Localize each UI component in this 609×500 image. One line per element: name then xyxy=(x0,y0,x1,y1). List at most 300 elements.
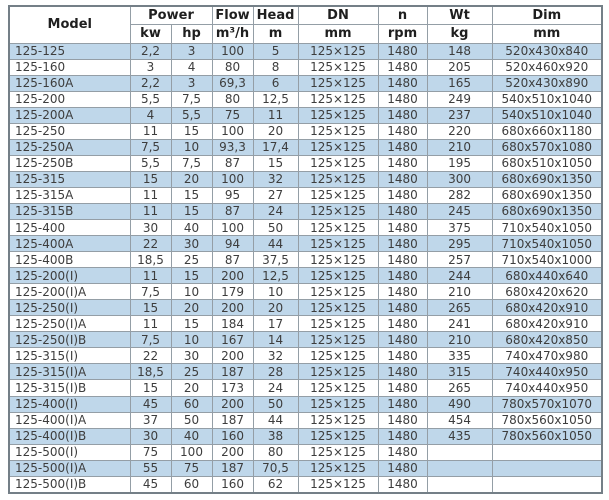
table-cell: 87 xyxy=(212,252,253,268)
model-cell: 125-200(I) xyxy=(9,268,130,284)
model-cell: 125-315B xyxy=(9,203,130,219)
table-cell: 22 xyxy=(130,236,171,252)
table-cell: 1480 xyxy=(378,252,427,268)
model-cell: 125-250(I)B xyxy=(9,332,130,348)
table-cell: 87 xyxy=(212,155,253,171)
model-cell: 125-400A xyxy=(9,236,130,252)
table-cell: 70,5 xyxy=(253,460,298,476)
table-cell: 680x690x1350 xyxy=(492,171,602,187)
table-cell: 125×125 xyxy=(298,380,378,396)
table-cell: 125×125 xyxy=(298,187,378,203)
table-cell: 100 xyxy=(171,444,212,460)
model-cell: 125-400(I)A xyxy=(9,412,130,428)
table-cell: 1480 xyxy=(378,220,427,236)
table-row xyxy=(9,75,602,91)
table-cell: 4 xyxy=(130,107,171,123)
table-cell: 93,3 xyxy=(212,139,253,155)
table-cell: 184 xyxy=(212,316,253,332)
table-cell: 1480 xyxy=(378,107,427,123)
table-row xyxy=(9,268,602,284)
table-cell: 1480 xyxy=(378,300,427,316)
table-cell: 1480 xyxy=(378,203,427,219)
table-cell: 125×125 xyxy=(298,43,378,59)
table-cell: 15 xyxy=(171,123,212,139)
column-header-model: Model xyxy=(9,6,130,43)
model-cell: 125-250(I)A xyxy=(9,316,130,332)
header-row-main xyxy=(9,6,602,24)
table-cell: 18,5 xyxy=(130,252,171,268)
table-cell: 125×125 xyxy=(298,268,378,284)
table-cell: 257 xyxy=(427,252,492,268)
table-row xyxy=(9,460,602,476)
table-cell: 1480 xyxy=(378,155,427,171)
table-cell: 125×125 xyxy=(298,91,378,107)
table-cell xyxy=(427,444,492,460)
table-cell: 1480 xyxy=(378,396,427,412)
table-cell: 11 xyxy=(130,316,171,332)
table-row xyxy=(9,252,602,268)
table-cell: 210 xyxy=(427,284,492,300)
model-cell: 125-250(I) xyxy=(9,300,130,316)
table-cell: 10 xyxy=(253,284,298,300)
table-cell: 1480 xyxy=(378,332,427,348)
table-cell: 125×125 xyxy=(298,171,378,187)
model-cell: 125-160A xyxy=(9,75,130,91)
table-cell: 680x420x620 xyxy=(492,284,602,300)
table-cell: 75 xyxy=(171,460,212,476)
table-cell: 38 xyxy=(253,428,298,444)
table-cell: 5,5 xyxy=(171,107,212,123)
table-cell: 710x540x1000 xyxy=(492,252,602,268)
table-cell: 740x440x950 xyxy=(492,364,602,380)
table-cell: 69,3 xyxy=(212,75,253,91)
table-cell: 3 xyxy=(171,75,212,91)
table-cell: 11 xyxy=(130,268,171,284)
table-cell: 1480 xyxy=(378,412,427,428)
table-cell: 2,2 xyxy=(130,43,171,59)
table-cell: 45 xyxy=(130,396,171,412)
table-cell: 100 xyxy=(212,43,253,59)
table-cell: 12,5 xyxy=(253,91,298,107)
column-header-flow-unit: m³/h xyxy=(212,24,253,43)
table-cell: 7,5 xyxy=(130,332,171,348)
table-cell: 125×125 xyxy=(298,364,378,380)
table-cell: 125×125 xyxy=(298,220,378,236)
table-cell: 11 xyxy=(253,107,298,123)
table-cell: 520x460x920 xyxy=(492,59,602,75)
table-cell: 520x430x840 xyxy=(492,43,602,59)
table-cell: 32 xyxy=(253,171,298,187)
table-cell: 300 xyxy=(427,171,492,187)
table-cell: 125×125 xyxy=(298,155,378,171)
table-cell: 165 xyxy=(427,75,492,91)
table-cell: 148 xyxy=(427,43,492,59)
table-cell: 11 xyxy=(130,187,171,203)
table-cell: 14 xyxy=(253,332,298,348)
table-cell: 200 xyxy=(212,268,253,284)
table-cell: 780x560x1050 xyxy=(492,428,602,444)
table-cell: 8 xyxy=(253,59,298,75)
table-cell: 7,5 xyxy=(171,91,212,107)
table-cell: 249 xyxy=(427,91,492,107)
table-cell: 1480 xyxy=(378,476,427,493)
table-cell: 187 xyxy=(212,460,253,476)
table-row xyxy=(9,284,602,300)
table-cell: 20 xyxy=(171,380,212,396)
model-cell: 125-500(I)A xyxy=(9,460,130,476)
table-cell: 15 xyxy=(171,203,212,219)
table-row xyxy=(9,187,602,203)
table-cell: 1480 xyxy=(378,171,427,187)
table-cell: 15 xyxy=(253,155,298,171)
table-cell: 75 xyxy=(130,444,171,460)
table-cell: 20 xyxy=(253,123,298,139)
table-cell: 60 xyxy=(171,476,212,493)
table-cell: 20 xyxy=(253,300,298,316)
table-cell: 315 xyxy=(427,364,492,380)
column-header-hp: hp xyxy=(171,24,212,43)
table-cell: 5,5 xyxy=(130,91,171,107)
table-cell: 100 xyxy=(212,220,253,236)
table-cell: 5 xyxy=(253,43,298,59)
table-cell: 40 xyxy=(171,428,212,444)
table-cell: 125×125 xyxy=(298,476,378,493)
table-cell: 44 xyxy=(253,412,298,428)
table-row xyxy=(9,59,602,75)
table-cell: 62 xyxy=(253,476,298,493)
table-cell: 75 xyxy=(212,107,253,123)
model-cell: 125-250B xyxy=(9,155,130,171)
table-row xyxy=(9,220,602,236)
table-cell: 1480 xyxy=(378,284,427,300)
model-cell: 125-200(I)A xyxy=(9,284,130,300)
table-cell: 125×125 xyxy=(298,428,378,444)
table-cell: 125×125 xyxy=(298,203,378,219)
table-cell: 125×125 xyxy=(298,396,378,412)
table-cell: 125×125 xyxy=(298,139,378,155)
model-cell: 125-315(I)B xyxy=(9,380,130,396)
table-cell: 1480 xyxy=(378,268,427,284)
table-cell: 125×125 xyxy=(298,123,378,139)
table-cell: 680x420x910 xyxy=(492,300,602,316)
table-cell: 680x690x1350 xyxy=(492,203,602,219)
table-cell: 30 xyxy=(130,220,171,236)
column-header-head-unit: m xyxy=(253,24,298,43)
model-cell: 125-500(I) xyxy=(9,444,130,460)
model-cell: 125-315A xyxy=(9,187,130,203)
table-cell: 680x420x910 xyxy=(492,316,602,332)
table-cell: 1480 xyxy=(378,59,427,75)
table-cell: 17,4 xyxy=(253,139,298,155)
table-cell: 200 xyxy=(212,348,253,364)
table-cell: 490 xyxy=(427,396,492,412)
table-cell: 25 xyxy=(171,252,212,268)
column-header-dim-unit: mm xyxy=(492,24,602,43)
table-row xyxy=(9,43,602,59)
table-cell: 15 xyxy=(130,300,171,316)
table-cell: 27 xyxy=(253,187,298,203)
table-cell: 25 xyxy=(171,364,212,380)
table-cell: 125×125 xyxy=(298,59,378,75)
table-cell xyxy=(427,460,492,476)
model-cell: 125-500(I)B xyxy=(9,476,130,493)
table-cell: 454 xyxy=(427,412,492,428)
table-row xyxy=(9,155,602,171)
table-cell: 282 xyxy=(427,187,492,203)
table-cell: 1480 xyxy=(378,91,427,107)
table-cell: 1480 xyxy=(378,43,427,59)
model-cell: 125-125 xyxy=(9,43,130,59)
table-cell: 87 xyxy=(212,203,253,219)
table-cell: 680x570x1080 xyxy=(492,139,602,155)
table-row xyxy=(9,123,602,139)
table-cell: 1480 xyxy=(378,316,427,332)
table-cell: 12,5 xyxy=(253,268,298,284)
table-cell xyxy=(492,476,602,493)
table-cell: 244 xyxy=(427,268,492,284)
spec-table xyxy=(8,5,603,494)
table-cell: 20 xyxy=(171,300,212,316)
table-row xyxy=(9,380,602,396)
column-header-power: Power xyxy=(130,6,212,24)
table-cell: 680x660x1180 xyxy=(492,123,602,139)
model-cell: 125-400B xyxy=(9,252,130,268)
model-cell: 125-250 xyxy=(9,123,130,139)
table-cell: 520x430x890 xyxy=(492,75,602,91)
table-cell: 1480 xyxy=(378,348,427,364)
table-cell: 1480 xyxy=(378,460,427,476)
table-cell: 2,2 xyxy=(130,75,171,91)
table-cell: 11 xyxy=(130,123,171,139)
table-cell: 95 xyxy=(212,187,253,203)
table-row xyxy=(9,316,602,332)
table-row xyxy=(9,444,602,460)
table-cell: 15 xyxy=(130,380,171,396)
table-cell: 100 xyxy=(212,171,253,187)
table-cell: 10 xyxy=(171,284,212,300)
table-cell: 265 xyxy=(427,380,492,396)
table-cell: 1480 xyxy=(378,75,427,91)
table-row xyxy=(9,300,602,316)
table-row xyxy=(9,203,602,219)
table-cell: 375 xyxy=(427,220,492,236)
table-row xyxy=(9,364,602,380)
column-header-flow: Flow xyxy=(212,6,253,24)
column-header-n: n xyxy=(378,6,427,24)
table-cell: 125×125 xyxy=(298,300,378,316)
table-cell: 125×125 xyxy=(298,236,378,252)
table-cell: 15 xyxy=(171,187,212,203)
model-cell: 125-400 xyxy=(9,220,130,236)
table-cell: 200 xyxy=(212,444,253,460)
table-cell: 94 xyxy=(212,236,253,252)
table-cell: 205 xyxy=(427,59,492,75)
table-cell: 680x510x1050 xyxy=(492,155,602,171)
table-cell: 195 xyxy=(427,155,492,171)
table-cell: 11 xyxy=(130,203,171,219)
table-cell: 40 xyxy=(171,220,212,236)
model-cell: 125-250A xyxy=(9,139,130,155)
table-cell: 1480 xyxy=(378,444,427,460)
table-cell: 125×125 xyxy=(298,460,378,476)
table-row xyxy=(9,139,602,155)
table-cell: 179 xyxy=(212,284,253,300)
table-cell: 187 xyxy=(212,412,253,428)
table-cell: 540x510x1040 xyxy=(492,107,602,123)
table-cell: 680x690x1350 xyxy=(492,187,602,203)
table-cell: 740x470x980 xyxy=(492,348,602,364)
table-row xyxy=(9,171,602,187)
table-cell: 1480 xyxy=(378,364,427,380)
column-header-n-unit: rpm xyxy=(378,24,427,43)
table-cell: 15 xyxy=(171,316,212,332)
model-cell: 125-315 xyxy=(9,171,130,187)
table-cell: 710x540x1050 xyxy=(492,236,602,252)
table-cell: 200 xyxy=(212,396,253,412)
table-cell: 30 xyxy=(171,348,212,364)
column-header-kw: kw xyxy=(130,24,171,43)
table-cell: 125×125 xyxy=(298,444,378,460)
table-cell: 295 xyxy=(427,236,492,252)
table-cell: 3 xyxy=(171,43,212,59)
table-cell: 210 xyxy=(427,139,492,155)
table-cell: 28 xyxy=(253,364,298,380)
table-cell: 210 xyxy=(427,332,492,348)
table-cell: 18,5 xyxy=(130,364,171,380)
table-cell: 125×125 xyxy=(298,412,378,428)
table-cell: 6 xyxy=(253,75,298,91)
table-cell: 50 xyxy=(171,412,212,428)
table-cell: 1480 xyxy=(378,380,427,396)
table-cell: 55 xyxy=(130,460,171,476)
table-row xyxy=(9,428,602,444)
model-cell: 125-200 xyxy=(9,91,130,107)
table-cell: 125×125 xyxy=(298,316,378,332)
table-cell: 125×125 xyxy=(298,75,378,91)
table-cell: 160 xyxy=(212,428,253,444)
table-row xyxy=(9,91,602,107)
column-header-dn-unit: mm xyxy=(298,24,378,43)
model-cell: 125-200A xyxy=(9,107,130,123)
table-cell: 125×125 xyxy=(298,332,378,348)
table-cell: 3 xyxy=(130,59,171,75)
table-cell: 780x570x1070 xyxy=(492,396,602,412)
model-cell: 125-315(I)A xyxy=(9,364,130,380)
table-cell: 265 xyxy=(427,300,492,316)
table-cell: 7,5 xyxy=(171,155,212,171)
table-cell: 680x440x640 xyxy=(492,268,602,284)
model-cell: 125-400(I)B xyxy=(9,428,130,444)
table-cell: 80 xyxy=(253,444,298,460)
table-cell: 5,5 xyxy=(130,155,171,171)
table-cell: 200 xyxy=(212,300,253,316)
table-cell: 32 xyxy=(253,348,298,364)
table-cell: 4 xyxy=(171,59,212,75)
table-cell: 10 xyxy=(171,139,212,155)
model-cell: 125-315(I) xyxy=(9,348,130,364)
table-cell: 187 xyxy=(212,364,253,380)
table-cell: 80 xyxy=(212,91,253,107)
table-cell: 7,5 xyxy=(130,139,171,155)
table-row xyxy=(9,107,602,123)
table-cell: 173 xyxy=(212,380,253,396)
table-body xyxy=(9,43,602,493)
table-cell: 44 xyxy=(253,236,298,252)
table-cell: 125×125 xyxy=(298,107,378,123)
table-cell: 24 xyxy=(253,203,298,219)
table-row xyxy=(9,236,602,252)
model-cell: 125-400(I) xyxy=(9,396,130,412)
table-cell: 245 xyxy=(427,203,492,219)
model-cell: 125-160 xyxy=(9,59,130,75)
table-cell: 160 xyxy=(212,476,253,493)
column-header-wt-unit: kg xyxy=(427,24,492,43)
table-cell: 37,5 xyxy=(253,252,298,268)
table-cell: 241 xyxy=(427,316,492,332)
table-cell: 680x420x850 xyxy=(492,332,602,348)
table-cell: 1480 xyxy=(378,187,427,203)
table-cell: 80 xyxy=(212,59,253,75)
table-cell: 1480 xyxy=(378,236,427,252)
table-cell: 7,5 xyxy=(130,284,171,300)
table-cell: 37 xyxy=(130,412,171,428)
table-cell: 167 xyxy=(212,332,253,348)
table-row xyxy=(9,332,602,348)
table-cell: 24 xyxy=(253,380,298,396)
column-header-dn: DN xyxy=(298,6,378,24)
table-cell: 1480 xyxy=(378,428,427,444)
table-cell: 220 xyxy=(427,123,492,139)
table-cell: 1480 xyxy=(378,139,427,155)
table-header xyxy=(9,6,602,43)
table-cell: 20 xyxy=(171,171,212,187)
column-header-dim: Dim xyxy=(492,6,602,24)
table-cell: 540x510x1040 xyxy=(492,91,602,107)
table-cell: 125×125 xyxy=(298,348,378,364)
table-row xyxy=(9,476,602,493)
table-cell: 740x440x950 xyxy=(492,380,602,396)
table-cell: 710x540x1050 xyxy=(492,220,602,236)
table-cell: 125×125 xyxy=(298,284,378,300)
table-row xyxy=(9,348,602,364)
column-header-head: Head xyxy=(253,6,298,24)
table-cell: 237 xyxy=(427,107,492,123)
table-cell xyxy=(492,444,602,460)
column-header-wt: Wt xyxy=(427,6,492,24)
table-cell: 17 xyxy=(253,316,298,332)
table-cell: 30 xyxy=(171,236,212,252)
table-cell: 22 xyxy=(130,348,171,364)
table-cell: 15 xyxy=(171,268,212,284)
table-cell xyxy=(492,460,602,476)
table-cell: 335 xyxy=(427,348,492,364)
table-cell: 50 xyxy=(253,220,298,236)
table-cell: 45 xyxy=(130,476,171,493)
table-cell: 50 xyxy=(253,396,298,412)
table-row xyxy=(9,396,602,412)
table-cell: 10 xyxy=(171,332,212,348)
table-cell: 435 xyxy=(427,428,492,444)
table-cell: 15 xyxy=(130,171,171,187)
table-cell: 1480 xyxy=(378,123,427,139)
table-cell: 100 xyxy=(212,123,253,139)
table-row xyxy=(9,412,602,428)
table-cell xyxy=(427,476,492,493)
table-cell: 780x560x1050 xyxy=(492,412,602,428)
table-cell: 30 xyxy=(130,428,171,444)
table-cell: 125×125 xyxy=(298,252,378,268)
table-cell: 60 xyxy=(171,396,212,412)
